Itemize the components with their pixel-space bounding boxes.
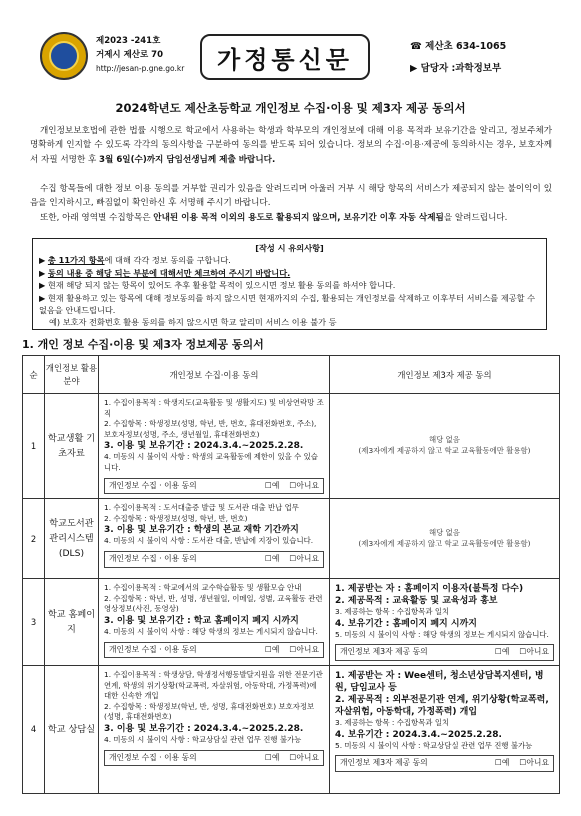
table-row: 1 학교생활 기초자료 1. 수집이용목적 : 학생지도(교육활동 및 생활지도) 및 비상연락망 조직 2. 수집항목 : 학생정보(성명, 학년, 반, 번호, 휴대전화번호, 주소), 보호자정보(성명, 주소, 생년월일, 휴대전화번호) 3. 이용 및 보유기간 : 2024.3.4.~2025.2.28. 4. 미동의 시 불이익 사항 : 학생의 교육활동에 제한이 있을 수 있습니다. 개인정보 수집 · 이용 동의 ☐예 ☐아니요 해당 없음 (제3자에게 제공하지 않고 학교 교육활동에만 활용함) — [23, 394, 560, 499]
table-header-row — [23, 356, 560, 394]
no-checkbox[interactable]: ☐아니요 — [519, 647, 549, 657]
school-url: http://jesan-p.gne.go.kr — [96, 64, 185, 73]
letter-header — [40, 30, 550, 88]
table-row: 3 학교 홈페이지 1. 수집이용목적 : 학교에서의 교수학습활동 및 생활모습 안내 2. 수집항목 : 학년, 반, 성명, 생년월일, 이메일, 성별, 교육활동 관련 영상정보(사진, 동영상) 3. 이용 및 보유기간 : 학교 홈페이지 폐지 시까지 4. 미동의 시 불이익 사항 : 해당 학생의 정보는 게시되지 않습니다. 개인정보 수집 · 이용 동의 ☐예 ☐아니요 1. 제공받는 자 : 홈페이지 이용자(불특정 다수) 2. 제공목적 : 교육활동 및 교육성과 홍보 3. 제공하는 항목 : 수집항목과 일치 4. 보유기간 : 홈페이지 폐지 시까지 5. 미동의 시 불이익 사항 : 해당 학생의 정보는 게시되지 않습니다. 개인정보 제3자 제공 동의 ☐예 ☐아니요 — [23, 579, 560, 666]
yes-checkbox[interactable]: ☐예 — [494, 758, 510, 768]
note-2: ▶ 동의 내용 중 해당 되는 부분에 대해서만 체크하여 주시기 바랍니다. — [39, 267, 291, 278]
issue-number: 제2023 -241호 — [96, 36, 161, 46]
yes-checkbox[interactable]: ☐예 — [264, 480, 280, 490]
third-consent-check-3[interactable]: 개인정보 제3자 제공 동의 ☐예 ☐아니요 — [335, 644, 554, 661]
deadline: 3월 6일(수)까지 담임선생님께 제출 바랍니다. — [99, 154, 276, 165]
letter-title: 가정통신문 — [217, 44, 353, 74]
table-row: 4 학교 상담실 1. 수집이용목적 : 학생상담, 학생정서행동발달지원을 위한 전문기관 연계, 학생의 위기상황(학교폭력, 자살위험, 아동학대, 가정폭력)에 대한 신속한 개입 2. 수집항목 : 학생정보(학년, 반, 성명, 휴대전화번호) 보호자정보(성명, 휴대전화번호) 3. 이용 및 보유기간 : 2024.3.4.~2025.2.28. 4. 미동의 시 불이익 사항 : 학교상담실 관련 업무 진행 불가능 개인정보 수집 · 이용 동의 ☐예 ☐아니요 1. 제공받는 자 : Wee센터, 청소년상담복지센터, 병원, 담임교사 등 2. 제공목적 : 외부전문기관 연계, 위기상황(학교폭력, 자살위험, 아동학대, 가정폭력) 개입 3. 제공하는 항목 : 수집항목과 일치 4. 보유기간 : 2024.3.4.~2025.2.28. 5. 미동의 시 불이익 사항 : 학교상담실 관련 업무 진행 불가능 개인정보 제3자 제공 동의 ☐예 ☐아니요 — [23, 665, 560, 793]
intro-paragraph-3: 또한, 아래 영역별 수집항목은 안내된 이용 목적 이외의 용도로 활용되지 않으며, 보유기간 이후 자동 삭제됨을 알려드립니다. — [40, 213, 508, 223]
intro-paragraph-2: 수집 항목들에 대한 정보 이용 동의를 거부할 권리가 있음을 알려드리며 아울러 거부 시 해당 항목의 서비스가 제공되지 않는 불이익이 있음을 인지하시고, 빠짐없이 확인하신 후 서명해 주시기 바랍니다. — [30, 184, 552, 209]
header-use: 개인정보 수집·이용 동의 — [99, 356, 330, 394]
no-checkbox[interactable]: ☐아니요 — [289, 480, 319, 490]
note-5: 예) 보호자 전화번호 활용 동의를 하지 않으시면 학교 알리미 서비스 이용 불가 등 — [49, 317, 337, 328]
consent-table — [22, 355, 560, 794]
letter-title-box — [200, 34, 370, 80]
school-address: 거제시 제산로 70 — [96, 50, 164, 60]
yes-checkbox[interactable]: ☐예 — [264, 644, 280, 654]
no-checkbox[interactable]: ☐아니요 — [289, 644, 319, 654]
department: ▶ 담당자 :과학정보부 — [410, 63, 502, 74]
issue-info — [96, 34, 216, 76]
no-checkbox[interactable]: ☐아니요 — [289, 553, 319, 563]
note-1: ▶ 총 11가지 항목에 대해 각각 정보 동의를 구합니다. — [39, 255, 231, 266]
no-checkbox[interactable]: ☐아니요 — [289, 752, 319, 762]
section-title: 1. 개인 정보 수집·이용 및 제3자 정보제공 동의서 — [22, 338, 264, 351]
note-4: ▶ 현재 활용하고 있는 항목에 대해 정보동의를 하지 않으시면 현재까지의 수집, 활용되는 개인정보를 삭제하고 이후부터 서비스를 제공할 수 없음을 안내드립니다. — [39, 292, 536, 316]
use-consent-check-1[interactable]: 개인정보 수집 · 이용 동의 ☐예 ☐아니요 — [104, 478, 324, 495]
notes-title: [작성 시 유의사항] — [255, 243, 324, 253]
no-checkbox[interactable]: ☐아니요 — [519, 758, 549, 768]
use-consent-check-3[interactable]: 개인정보 수집 · 이용 동의 ☐예 ☐아니요 — [104, 642, 324, 659]
header-no: 순 — [23, 356, 45, 394]
contact-info — [410, 36, 555, 80]
use-consent-check-2[interactable]: 개인정보 수집 · 이용 동의 ☐예 ☐아니요 — [104, 551, 324, 568]
phone-number: ☎ 제산초 634-1065 — [410, 41, 507, 52]
header-area: 개인정보 활용분야 — [45, 356, 99, 394]
yes-checkbox[interactable]: ☐예 — [264, 553, 280, 563]
use-consent-check-4[interactable]: 개인정보 수집 · 이용 동의 ☐예 ☐아니요 — [104, 750, 324, 767]
note-3: ▶ 현재 해당 되지 않는 항목이 있어도 추후 활용할 목적이 있으시면 정보 활용 동의를 하셔야 합니다. — [39, 280, 396, 291]
yes-checkbox[interactable]: ☐예 — [264, 752, 280, 762]
school-logo-icon — [40, 32, 88, 80]
yes-checkbox[interactable]: ☐예 — [494, 647, 510, 657]
header-third: 개인정보 제3자 제공 동의 — [330, 356, 560, 394]
intro-paragraph-1: 개인정보보호법에 관한 법률 시행으로 학교에서 사용하는 학생과 학부모의 개인정보에 대해 이용 목적과 보유기간을 알리고, 정보주체가 명확하게 인지할 수 있도록 각각의 동의사항을 구분하여 동의를 받도록 되어 있습니다. 정보의 수집·이용·제공에 동의하시는 경우, 보호자께서 자필 서명한 후 3월 6일(수)까지 담임선생님께 제출 바랍니다. — [30, 126, 552, 165]
third-consent-check-4[interactable]: 개인정보 제3자 제공 동의 ☐예 ☐아니요 — [335, 755, 554, 772]
table-row: 2 학교도서관 관리시스템 (DLS) 1. 수집이용목적 : 도서대출증 발급 및 도서관 대출 반납 업무 2. 수집항목 : 학생정보(성명, 학년, 반, 번호) 3. 이용 및 보유기간 : 학생의 본교 재학 기간까지 4. 미동의 시 불이익 사항 : 도서관 대출, 반납에 지장이 있습니다. 개인정보 수집 · 이용 동의 ☐예 ☐아니요 해당 없음 (제3자에게 제공하지 않고 학교 교육활동에만 활용함) — [23, 499, 560, 579]
writing-notes-box — [32, 238, 547, 330]
document-title: 2024학년도 제산초등학교 개인정보 수집·이용 및 제3자 제공 동의서 — [115, 101, 466, 115]
